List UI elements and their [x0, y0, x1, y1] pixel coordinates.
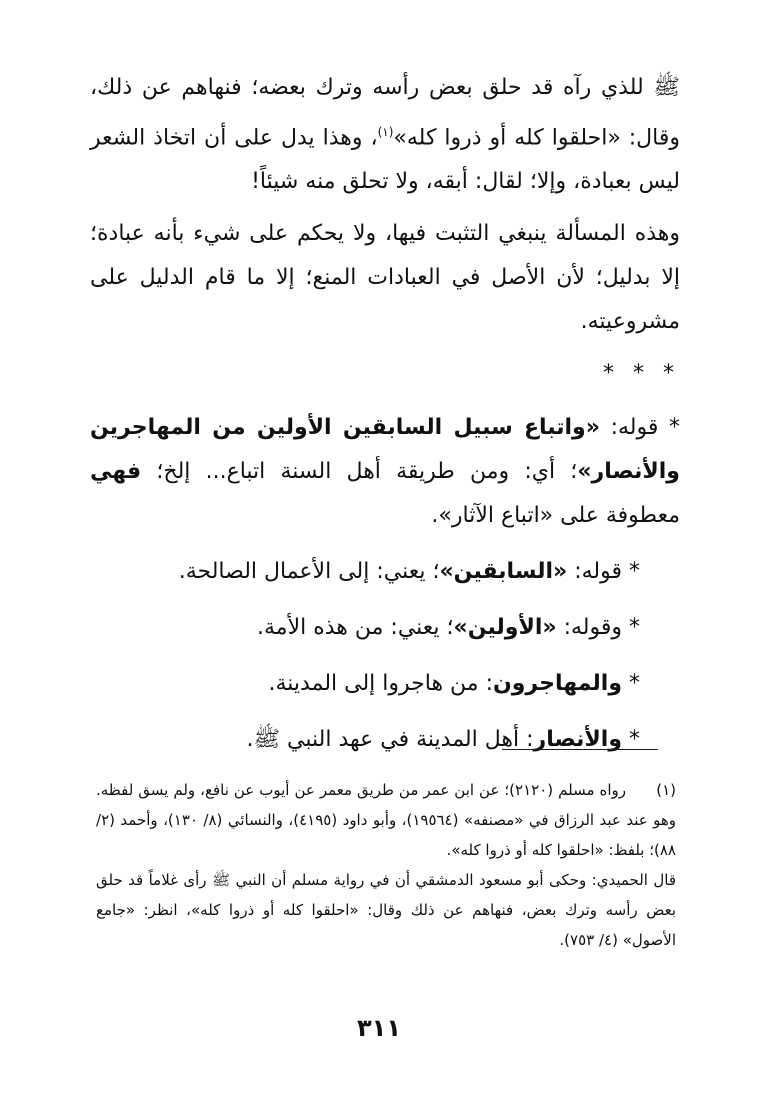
- paragraph-1: [90, 66, 680, 204]
- p3-lead: * قوله:: [599, 415, 680, 441]
- item-muhajirun: [90, 658, 680, 710]
- paragraph-1-text: ﷺ للذي رآه قد حلق بعض رأسه وترك بعضه؛ فنهاهم عن ذلك، وقال: «احلقوا كله أو ذروا كله»: [90, 75, 680, 151]
- footnote-ref[interactable]: (١): [377, 125, 394, 139]
- p3-quote: «واتباع سبيل السابقين الأولين من المهاجرين والأنصار»: [90, 415, 680, 485]
- p3-tail: معطوفة على «اتباع الآثار».: [431, 503, 680, 529]
- item-awwalin: [90, 602, 680, 654]
- footnote-number: (١): [656, 781, 676, 799]
- footnotes: [0, 775, 758, 955]
- paragraph-2: وهذه المسألة ينبغي التثبت فيها، ولا يحكم على شيء بأنه عبادة؛ إلا بدليل؛ لأن الأصل في العبادات المنع؛ إلا ما قام الدليل على مشروعيته.: [90, 221, 680, 335]
- item-1-term: «السابقين»: [439, 559, 568, 585]
- item-1-lead: * قوله:: [567, 559, 640, 585]
- item-2-def: ؛ يعني: من هذه الأمة.: [257, 615, 454, 641]
- item-ansar: [90, 714, 680, 766]
- item-2-term: «الأولين»: [453, 615, 557, 641]
- item-3-lead: *: [622, 671, 640, 697]
- section-separator: * * *: [603, 361, 680, 387]
- paragraph-1-rest: ، وهذا يدل على أن اتخاذ الشعر ليس بعبادة، وإلا؛ لقال: أبقه، ولا تحلق منه شيئاً!: [90, 125, 680, 195]
- main-text: [0, 66, 758, 770]
- footnote-1-text: رواه مسلم (٢١٢٠)؛ عن ابن عمر من طريق معمر عن أيوب عن نافع، ولم يسق لفظه. وهو عند عبد الرزاق في «مصنفه» (١٩٥٦٤)، وأبو داود (٤١٩٥)، والنسائي (٨/ ١٣٠)، وأحمد (٢/ ٨٨)؛ بلفظ: «احلقوا كله أو ذروا كله».: [96, 781, 677, 859]
- item-4-term: والأنصار: [533, 727, 622, 753]
- item-4-def: : أهل المدينة في عهد النبي ﷺ.: [246, 727, 534, 753]
- page-number: ٣١١: [357, 1014, 401, 1042]
- item-1-def: ؛ يعني: إلى الأعمال الصالحة.: [178, 559, 440, 585]
- paragraph-3: [90, 406, 680, 538]
- p3-bold-word: فهي: [90, 459, 142, 485]
- item-3-term: والمهاجرون: [492, 671, 622, 697]
- footnote-1: [96, 775, 676, 865]
- item-2-lead: * وقوله:: [556, 615, 640, 641]
- item-sabiqin: [90, 546, 680, 598]
- item-3-def: : من هاجروا إلى المدينة.: [268, 671, 493, 697]
- footnote-1-continued: قال الحميدي: وحكى أبو مسعود الدمشقي أن في رواية مسلم أن النبي ﷺ رأى غلاماً قد حلق بعض رأسه وترك بعض، فنهاهم عن ذلك وقال: «احلقوا كله أو ذروا كله»، انظر: «جامع الأصول» (٤/ ٧٥٣).: [96, 871, 676, 949]
- item-4-lead: *: [622, 727, 640, 753]
- p3-explain: ؛ أي: ومن طريقة أهل السنة اتباع... إلخ؛: [141, 459, 578, 485]
- footnote-divider: [502, 749, 658, 750]
